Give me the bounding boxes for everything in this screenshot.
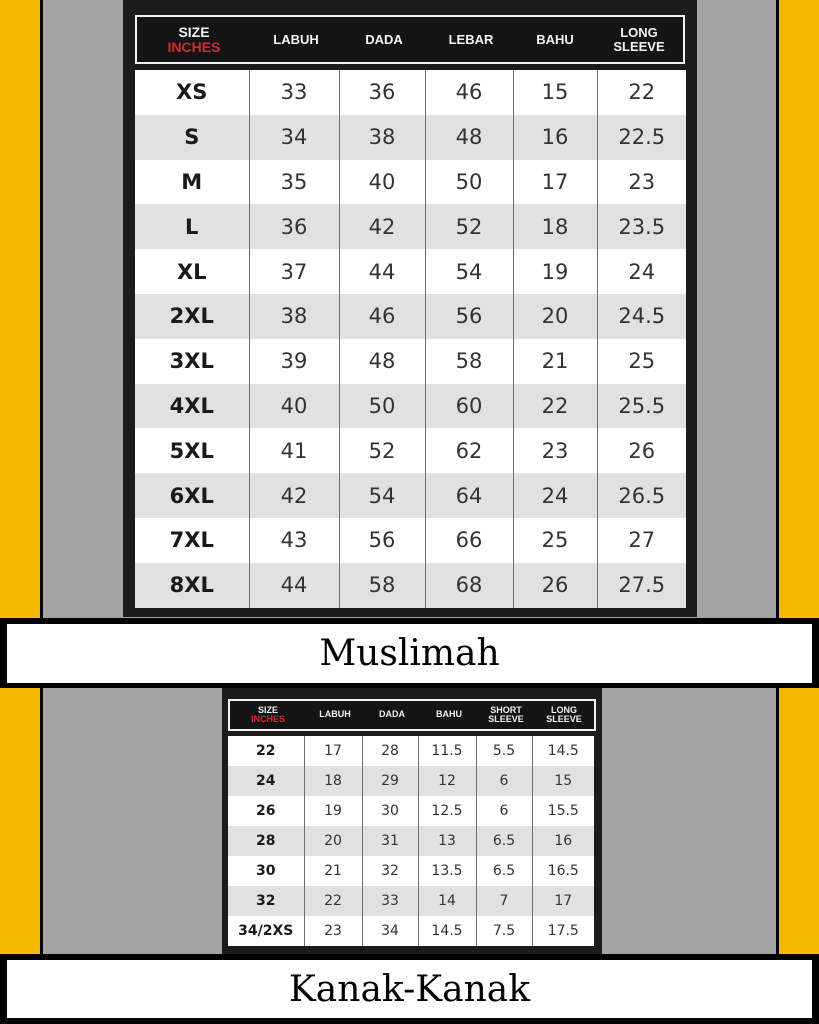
kanak-chart-header xyxy=(228,699,596,731)
measurement-cell: 7.5 xyxy=(476,916,532,946)
measurement-cell: 54 xyxy=(425,249,513,294)
size-cell: XS xyxy=(135,70,249,115)
muslimah-header-size-label: SIZE xyxy=(178,23,210,40)
measurement-cell: 34 xyxy=(249,115,339,160)
measurement-cell: 32 xyxy=(362,856,418,886)
measurement-cell: 6 xyxy=(476,766,532,796)
measurement-cell: 44 xyxy=(339,249,425,294)
measurement-cell: 25 xyxy=(513,518,597,563)
kanak-panel-right-edge xyxy=(776,688,779,954)
measurement-cell: 43 xyxy=(249,518,339,563)
table-row xyxy=(135,204,686,249)
table-row xyxy=(135,473,686,518)
measurement-cell: 20 xyxy=(513,294,597,339)
table-row xyxy=(228,826,594,856)
measurement-cell: 17.5 xyxy=(532,916,594,946)
size-cell: XL xyxy=(135,249,249,294)
size-cell: 2XL xyxy=(135,294,249,339)
measurement-cell: 20 xyxy=(304,826,362,856)
size-cell: 8XL xyxy=(135,563,249,608)
kanak-header-dada: DADA xyxy=(379,709,405,720)
measurement-cell: 23 xyxy=(597,160,686,205)
measurement-cell: 15 xyxy=(532,766,594,796)
measurement-cell: 6.5 xyxy=(476,826,532,856)
measurement-cell: 52 xyxy=(425,204,513,249)
measurement-cell: 41 xyxy=(249,428,339,473)
measurement-cell: 28 xyxy=(362,736,418,766)
size-cell: 34/2XS xyxy=(228,916,304,946)
muslimah-banner xyxy=(0,618,819,688)
measurement-cell: 19 xyxy=(513,249,597,294)
measurement-cell: 33 xyxy=(249,70,339,115)
table-row xyxy=(135,339,686,384)
kanak-header-unit-label: INCHES xyxy=(250,714,285,724)
measurement-cell: 14.5 xyxy=(418,916,476,946)
kanak-size-chart xyxy=(222,688,602,954)
measurement-cell: 16 xyxy=(513,115,597,160)
table-row xyxy=(135,518,686,563)
measurement-cell: 13 xyxy=(418,826,476,856)
table-row xyxy=(135,249,686,294)
measurement-cell: 42 xyxy=(249,473,339,518)
measurement-cell: 14 xyxy=(418,886,476,916)
measurement-cell: 16 xyxy=(532,826,594,856)
table-row xyxy=(135,563,686,608)
measurement-cell: 33 xyxy=(362,886,418,916)
measurement-cell: 46 xyxy=(339,294,425,339)
measurement-cell: 22 xyxy=(304,886,362,916)
measurement-cell: 50 xyxy=(425,160,513,205)
table-row xyxy=(135,70,686,115)
size-cell: 5XL xyxy=(135,428,249,473)
measurement-cell: 26 xyxy=(597,428,686,473)
measurement-cell: 22 xyxy=(597,70,686,115)
measurement-cell: 35 xyxy=(249,160,339,205)
measurement-cell: 25.5 xyxy=(597,384,686,429)
muslimah-chart-header xyxy=(135,15,685,64)
measurement-cell: 12 xyxy=(418,766,476,796)
measurement-cell: 6.5 xyxy=(476,856,532,886)
measurement-cell: 50 xyxy=(339,384,425,429)
size-cell: 7XL xyxy=(135,518,249,563)
muslimah-header-size xyxy=(137,17,251,62)
measurement-cell: 40 xyxy=(249,384,339,429)
measurement-cell: 24 xyxy=(513,473,597,518)
measurement-cell: 21 xyxy=(304,856,362,886)
table-row xyxy=(228,886,594,916)
size-cell: 28 xyxy=(228,826,304,856)
measurement-cell: 15 xyxy=(513,70,597,115)
muslimah-header-unit-label: INCHES xyxy=(167,38,221,55)
measurement-cell: 23 xyxy=(304,916,362,946)
measurement-cell: 26 xyxy=(513,563,597,608)
measurement-cell: 24 xyxy=(597,249,686,294)
size-cell: 22 xyxy=(228,736,304,766)
kanak-banner xyxy=(0,954,819,1024)
measurement-cell: 18 xyxy=(513,204,597,249)
measurement-cell: 24.5 xyxy=(597,294,686,339)
size-cell: 30 xyxy=(228,856,304,886)
muslimah-header-bahu: BAHU xyxy=(536,31,574,47)
muslimah-header-lebar: LEBAR xyxy=(448,31,494,47)
measurement-cell: 11.5 xyxy=(418,736,476,766)
kanak-header-long-sleeve: LONG SLEEVE xyxy=(546,704,582,724)
measurement-cell: 36 xyxy=(249,204,339,249)
table-row xyxy=(228,916,594,946)
measurement-cell: 15.5 xyxy=(532,796,594,826)
measurement-cell: 26.5 xyxy=(597,473,686,518)
measurement-cell: 54 xyxy=(339,473,425,518)
measurement-cell: 36 xyxy=(339,70,425,115)
measurement-cell: 38 xyxy=(249,294,339,339)
measurement-cell: 52 xyxy=(339,428,425,473)
measurement-cell: 27 xyxy=(597,518,686,563)
table-row xyxy=(228,856,594,886)
measurement-cell: 68 xyxy=(425,563,513,608)
measurement-cell: 56 xyxy=(425,294,513,339)
measurement-cell: 29 xyxy=(362,766,418,796)
measurement-cell: 60 xyxy=(425,384,513,429)
measurement-cell: 44 xyxy=(249,563,339,608)
measurement-cell: 5.5 xyxy=(476,736,532,766)
measurement-cell: 30 xyxy=(362,796,418,826)
table-row xyxy=(135,428,686,473)
size-cell: M xyxy=(135,160,249,205)
kanak-size-table xyxy=(228,736,594,946)
measurement-cell: 18 xyxy=(304,766,362,796)
measurement-cell: 17 xyxy=(532,886,594,916)
measurement-cell: 31 xyxy=(362,826,418,856)
kanak-header-short-sleeve: SHORT SLEEVE xyxy=(488,704,524,724)
size-cell: 6XL xyxy=(135,473,249,518)
measurement-cell: 22.5 xyxy=(597,115,686,160)
size-cell: S xyxy=(135,115,249,160)
muslimah-size-table xyxy=(135,70,686,608)
measurement-cell: 25 xyxy=(597,339,686,384)
size-cell: 3XL xyxy=(135,339,249,384)
measurement-cell: 23.5 xyxy=(597,204,686,249)
measurement-cell: 27.5 xyxy=(597,563,686,608)
size-cell: 24 xyxy=(228,766,304,796)
muslimah-header-long-sleeve: LONG SLEEVE xyxy=(613,24,665,54)
size-cell: 32 xyxy=(228,886,304,916)
measurement-cell: 38 xyxy=(339,115,425,160)
table-row xyxy=(135,384,686,429)
size-cell: 26 xyxy=(228,796,304,826)
table-row xyxy=(135,294,686,339)
measurement-cell: 13.5 xyxy=(418,856,476,886)
measurement-cell: 7 xyxy=(476,886,532,916)
muslimah-size-chart xyxy=(123,0,697,617)
measurement-cell: 39 xyxy=(249,339,339,384)
muslimah-header-dada: DADA xyxy=(365,31,403,47)
muslimah-panel-left-edge xyxy=(40,0,43,618)
measurement-cell: 21 xyxy=(513,339,597,384)
measurement-cell: 6 xyxy=(476,796,532,826)
measurement-cell: 17 xyxy=(304,736,362,766)
kanak-header-size-label: SIZE xyxy=(257,704,278,715)
measurement-cell: 19 xyxy=(304,796,362,826)
muslimah-caption: Muslimah xyxy=(7,624,812,683)
kanak-header-size xyxy=(230,701,306,729)
measurement-cell: 42 xyxy=(339,204,425,249)
measurement-cell: 37 xyxy=(249,249,339,294)
measurement-cell: 40 xyxy=(339,160,425,205)
kanak-header-labuh: LABUH xyxy=(319,709,351,720)
measurement-cell: 62 xyxy=(425,428,513,473)
table-row xyxy=(228,736,594,766)
measurement-cell: 66 xyxy=(425,518,513,563)
measurement-cell: 48 xyxy=(339,339,425,384)
measurement-cell: 12.5 xyxy=(418,796,476,826)
table-row xyxy=(228,796,594,826)
measurement-cell: 46 xyxy=(425,70,513,115)
measurement-cell: 16.5 xyxy=(532,856,594,886)
muslimah-panel-right-edge xyxy=(776,0,779,618)
measurement-cell: 64 xyxy=(425,473,513,518)
measurement-cell: 56 xyxy=(339,518,425,563)
table-row xyxy=(135,160,686,205)
measurement-cell: 58 xyxy=(339,563,425,608)
kanak-caption: Kanak-Kanak xyxy=(7,960,812,1018)
kanak-header-bahu: BAHU xyxy=(436,709,462,720)
measurement-cell: 22 xyxy=(513,384,597,429)
measurement-cell: 17 xyxy=(513,160,597,205)
table-row xyxy=(135,115,686,160)
size-cell: 4XL xyxy=(135,384,249,429)
kanak-panel-left-edge xyxy=(40,688,43,954)
measurement-cell: 34 xyxy=(362,916,418,946)
measurement-cell: 14.5 xyxy=(532,736,594,766)
table-row xyxy=(228,766,594,796)
measurement-cell: 58 xyxy=(425,339,513,384)
measurement-cell: 48 xyxy=(425,115,513,160)
muslimah-header-labuh: LABUH xyxy=(273,31,319,47)
size-cell: L xyxy=(135,204,249,249)
measurement-cell: 23 xyxy=(513,428,597,473)
